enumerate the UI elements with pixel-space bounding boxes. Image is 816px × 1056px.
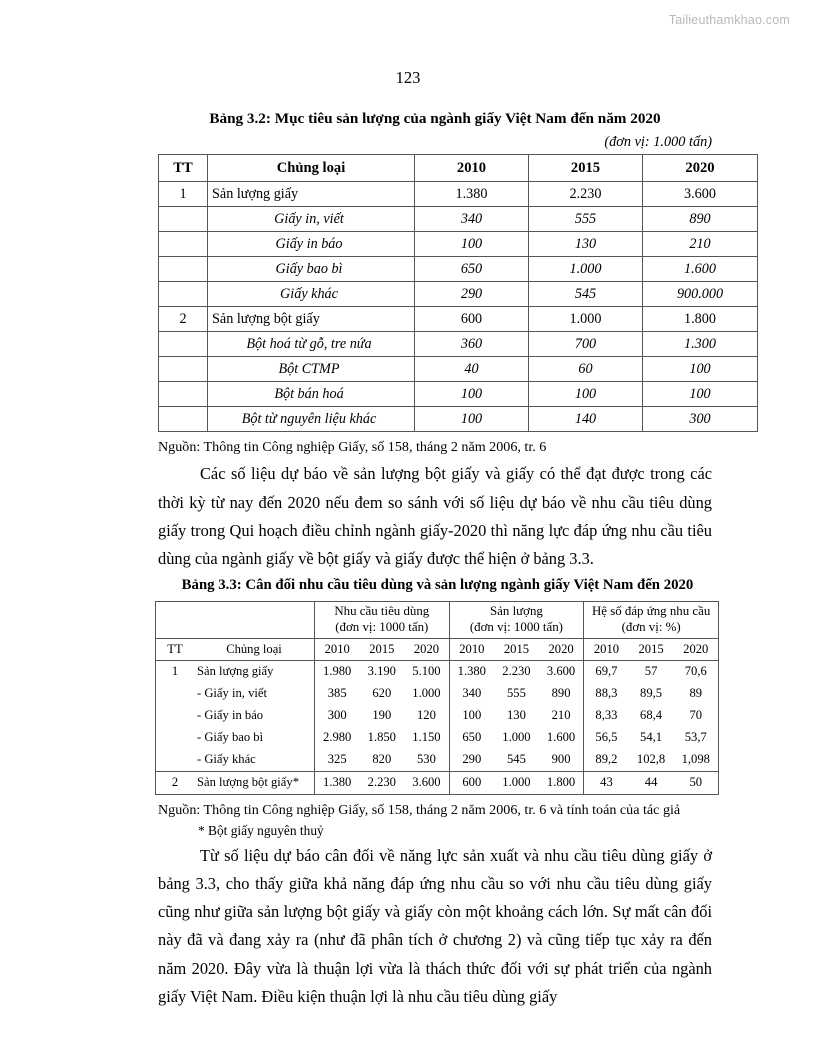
table2-caption: Bảng 3.3: Cân đối nhu cầu tiêu dùng và sản lượng ngành giấy Việt Nam đến 2020	[181, 577, 694, 594]
table2-subheader-tt: TT	[156, 639, 195, 661]
table1-header-2015: 2015	[529, 155, 643, 182]
table2-cell-value: 2.980	[323, 730, 352, 745]
table2-cell-value: 102,8	[636, 752, 666, 767]
paragraph-after-table1: Các số liệu dự báo về sản lượng bột giấy và giấy có thể đạt được trong các thời kỳ từ nay đến 2020 nếu đem so sánh với số liệu dự báo về nhu cầu tiêu dùng giấy trong Qui hoạch điều chỉnh ngành giấy-2020 thì năng lực đáp ứng nhu cầu tiêu dùng của ngành giấy về bột giấy và giấy được thể hiện ở bảng 3.3.	[158, 464, 712, 569]
table2-subheader-year: 2015	[629, 639, 674, 661]
table1-cell-2015: 1.000	[529, 257, 643, 282]
table1-cell-2010: 340	[415, 207, 529, 232]
table2-cell-name: - Giấy in báo	[194, 705, 315, 727]
table2-cell-tt	[156, 705, 195, 727]
table2-cell-name: Sản lượng giấy	[194, 661, 315, 684]
table-row	[159, 357, 758, 382]
table1-cell-name: Bột từ nguyên liệu khác	[208, 407, 415, 432]
table2-cell-value: 325	[327, 752, 347, 767]
table2-subheader-row	[156, 639, 719, 661]
table1-caption: Bảng 3.2: Mục tiêu sản lượng của ngành giấy Việt Nam đến năm 2020	[209, 110, 661, 127]
table1-cell-2015: 555	[529, 207, 643, 232]
table1-cell-name: Giấy bao bì	[208, 257, 415, 282]
table2-cell-value: 190	[372, 708, 392, 723]
table1-cell-2020: 890	[643, 207, 758, 232]
table2-subheader-year: 2015	[494, 639, 539, 661]
table2-cell-value: 545	[506, 752, 526, 767]
table2-subheader-year: 2020	[404, 639, 449, 661]
table2-cell-value: 2.230	[494, 661, 539, 684]
table1-cell-tt	[159, 407, 208, 432]
table1-cell-tt	[159, 257, 208, 282]
table2-subheader-year: 2010	[315, 639, 360, 661]
table2-cell-value: 300	[327, 708, 347, 723]
table1-cell-2015: 700	[529, 332, 643, 357]
table-row	[159, 282, 758, 307]
table2-cell-value: 890	[539, 683, 584, 705]
table2-cell-value: 70	[689, 708, 703, 723]
table2-subheader-name: Chủng loại	[194, 639, 315, 661]
table1-cell-tt: 2	[159, 307, 208, 332]
table2-cell-tt	[156, 749, 195, 772]
table-3-3	[155, 601, 719, 795]
table2-cell-tt	[156, 683, 195, 705]
table2-cell-value: 620	[372, 686, 392, 701]
table2-subheader-year: 2010	[584, 639, 629, 661]
table1-cell-2020: 210	[643, 232, 758, 257]
table2-group-output	[449, 602, 584, 639]
table2-cell-value: 53,7	[684, 730, 707, 745]
table-row	[159, 207, 758, 232]
table2-source: Nguồn: Thông tin Công nghiệp Giấy, số 158, tháng 2 năm 2006, tr. 6 và tính toán của tác giả	[158, 802, 681, 819]
table2-cell-value: 5.100	[404, 661, 449, 684]
table2-cell-value: 1,098	[681, 752, 710, 767]
table2-cell-value: 54,1	[640, 730, 663, 745]
table2-cell-value: 1.980	[315, 661, 360, 684]
table-row	[159, 332, 758, 357]
table1-cell-2010: 40	[415, 357, 529, 382]
table1-header-2020: 2020	[643, 155, 758, 182]
table2-cell-value: 1.000	[404, 683, 449, 705]
table2-cell-value: 555	[506, 686, 526, 701]
table2-cell-tt: 1	[156, 661, 195, 684]
table2-cell-value: 1.850	[367, 730, 396, 745]
watermark-text: Tailieuthamkhao.com	[668, 13, 790, 27]
table2-cell-name: - Giấy khác	[194, 749, 315, 772]
table1-unit-note: (đơn vị: 1.000 tấn)	[604, 134, 712, 151]
table2-group-demand-line2: (đơn vị: 1000 tấn)	[335, 620, 429, 635]
table-row	[159, 407, 758, 432]
table2-cell-value: 2.230	[359, 772, 404, 795]
table1-body	[159, 182, 758, 432]
table-row	[156, 683, 719, 705]
table1-cell-name: Giấy in báo	[208, 232, 415, 257]
table2-cell-value: 290	[462, 752, 482, 767]
table1-cell-2010: 100	[415, 232, 529, 257]
table2-subheader-year: 2015	[359, 639, 404, 661]
table-row	[159, 232, 758, 257]
table1-cell-2010: 360	[415, 332, 529, 357]
table2-cell-value: 43	[584, 772, 629, 795]
table1-cell-2020: 100	[643, 382, 758, 407]
table1-cell-name: Sản lượng bột giấy	[208, 307, 415, 332]
table1-cell-name: Bột hoá từ gỗ, tre nứa	[208, 332, 415, 357]
table1-cell-tt	[159, 332, 208, 357]
table2-cell-value: 100	[462, 708, 482, 723]
table1-cell-2015: 60	[529, 357, 643, 382]
table1-cell-tt	[159, 282, 208, 307]
table1-cell-2010: 1.380	[415, 182, 529, 207]
table2-cell-value: 120	[404, 705, 449, 727]
table1-cell-2020: 100	[643, 357, 758, 382]
table2-cell-value: 3.190	[359, 661, 404, 684]
table1-cell-tt	[159, 232, 208, 257]
table1-cell-2010: 100	[415, 382, 529, 407]
table2-cell-value: 70,6	[674, 661, 719, 684]
table2-cell-value: 900	[539, 749, 584, 772]
paragraph-after-table2: Từ số liệu dự báo cân đối về năng lực sản xuất và nhu cầu tiêu dùng giấy ở bảng 3.3, cho thấy giữa khả năng đáp ứng nhu cầu so với nhu cầu tiêu dùng giấy cũng như giữa sản lượng bột giấy và giấy còn một khoảng cách lớn. Sự mất cân đối này đã và đang xảy ra (như đã phân tích ở chương 2) và cũng tiếp tục xảy ra đến năm 2020. Đây vừa là thuận lợi vừa là thách thức đối với sự phát triển của ngành giấy Việt Nam. Điều kiện thuận lợi là nhu cầu tiêu dùng giấy	[158, 845, 712, 1006]
table1-header-row	[159, 155, 758, 182]
table2-cell-value: 530	[404, 749, 449, 772]
table1-cell-name: Bột bán hoá	[208, 382, 415, 407]
table1-cell-tt	[159, 382, 208, 407]
table2-cell-name: - Giấy bao bì	[194, 727, 315, 749]
table1-cell-2015: 100	[529, 382, 643, 407]
table2-cell-value: 340	[462, 686, 482, 701]
table-row	[159, 382, 758, 407]
table2-cell-value: 89	[689, 686, 703, 701]
table1-cell-name: Giấy khác	[208, 282, 415, 307]
table2-group-ratio-line2: (đơn vị: %)	[621, 620, 681, 635]
table-row	[156, 705, 719, 727]
table2-cell-value: 1.380	[449, 661, 494, 684]
table-row	[156, 661, 719, 684]
table-row	[159, 307, 758, 332]
table1-cell-tt	[159, 357, 208, 382]
table1-header-2010: 2010	[415, 155, 529, 182]
table2-cell-value: 57	[629, 661, 674, 684]
table1-cell-tt	[159, 207, 208, 232]
table1-cell-2015: 2.230	[529, 182, 643, 207]
table-row	[156, 749, 719, 772]
table1-cell-2020: 1.800	[643, 307, 758, 332]
table2-cell-value: 88,3	[595, 686, 618, 701]
table2-cell-value: 385	[327, 686, 347, 701]
table2-block	[158, 577, 712, 839]
table2-cell-value: 600	[449, 772, 494, 795]
table2-group-demand	[315, 602, 450, 639]
table1-cell-2010: 650	[415, 257, 529, 282]
table-row	[159, 182, 758, 207]
table2-group-blank-tt	[156, 602, 195, 639]
table1-cell-2015: 130	[529, 232, 643, 257]
table1-cell-name: Giấy in, viết	[208, 207, 415, 232]
table2-group-blank-name	[194, 602, 315, 639]
table2-cell-value: 1.150	[404, 727, 449, 749]
table1-source: Nguồn: Thông tin Công nghiệp Giấy, số 158, tháng 2 năm 2006, tr. 6	[158, 439, 547, 456]
table2-cell-value: 130	[506, 708, 526, 723]
table2-cell-value: 89,5	[640, 686, 663, 701]
table2-subheader-year: 2020	[674, 639, 719, 661]
table1-cell-2020: 1.600	[643, 257, 758, 282]
table1-header-tt: TT	[159, 155, 208, 182]
table-row	[159, 257, 758, 282]
table2-cell-value: 820	[372, 752, 392, 767]
table2-subheader-year: 2010	[449, 639, 494, 661]
table2-footnote: * Bột giấy nguyên thuỷ	[198, 823, 324, 839]
table1-cell-2010: 600	[415, 307, 529, 332]
table1-cell-2020: 3.600	[643, 182, 758, 207]
table1-head	[159, 155, 758, 182]
table2-cell-value: 1.380	[315, 772, 360, 795]
table2-group-output-line1: Sản lượng	[490, 604, 543, 619]
table1-cell-2020: 300	[643, 407, 758, 432]
table2-body	[156, 661, 719, 795]
table2-cell-value: 56,5	[595, 730, 618, 745]
page-content	[158, 110, 724, 1011]
table1-cell-name: Sản lượng giấy	[208, 182, 415, 207]
table2-group-ratio	[584, 602, 719, 639]
table-row	[156, 772, 719, 795]
table1-header-name: Chủng loại	[208, 155, 415, 182]
table2-cell-value: 69,7	[584, 661, 629, 684]
table2-cell-tt: 2	[156, 772, 195, 795]
table2-cell-name: - Giấy in, viết	[194, 683, 315, 705]
table2-cell-value: 650	[462, 730, 482, 745]
table1-cell-2020: 900.000	[643, 282, 758, 307]
table2-cell-value: 68,4	[640, 708, 663, 723]
table1-cell-2020: 1.300	[643, 332, 758, 357]
table2-group-demand-line1: Nhu cầu tiêu dùng	[334, 604, 430, 619]
table1-cell-2015: 1.000	[529, 307, 643, 332]
table2-group-output-line2: (đơn vị: 1000 tấn)	[469, 620, 563, 635]
table2-cell-value: 44	[629, 772, 674, 795]
table1-cell-2010: 290	[415, 282, 529, 307]
table-3-2	[158, 154, 758, 432]
table2-group-header-row	[156, 602, 719, 639]
table2-cell-value: 89,2	[595, 752, 618, 767]
table2-group-ratio-line1: Hệ số đáp ứng nhu cầu	[591, 604, 711, 619]
table2-cell-value: 1.000	[494, 772, 539, 795]
table2-cell-value: 1.800	[539, 772, 584, 795]
table1-cell-tt: 1	[159, 182, 208, 207]
table1-cell-2015: 140	[529, 407, 643, 432]
table2-cell-value: 8,33	[595, 708, 618, 723]
table2-cell-name: Sản lượng bột giấy*	[194, 772, 315, 795]
page-number: 123	[395, 68, 421, 87]
table2-head	[156, 602, 719, 661]
table1-cell-2010: 100	[415, 407, 529, 432]
table-row	[156, 727, 719, 749]
table2-cell-value: 1.000	[502, 730, 531, 745]
table2-cell-value: 210	[539, 705, 584, 727]
table2-cell-value: 50	[674, 772, 719, 795]
table2-cell-value: 3.600	[539, 661, 584, 684]
table2-cell-value: 3.600	[404, 772, 449, 795]
table2-subheader-year: 2020	[539, 639, 584, 661]
table1-cell-name: Bột CTMP	[208, 357, 415, 382]
table2-cell-tt	[156, 727, 195, 749]
table1-cell-2015: 545	[529, 282, 643, 307]
table2-cell-value: 1.600	[539, 727, 584, 749]
